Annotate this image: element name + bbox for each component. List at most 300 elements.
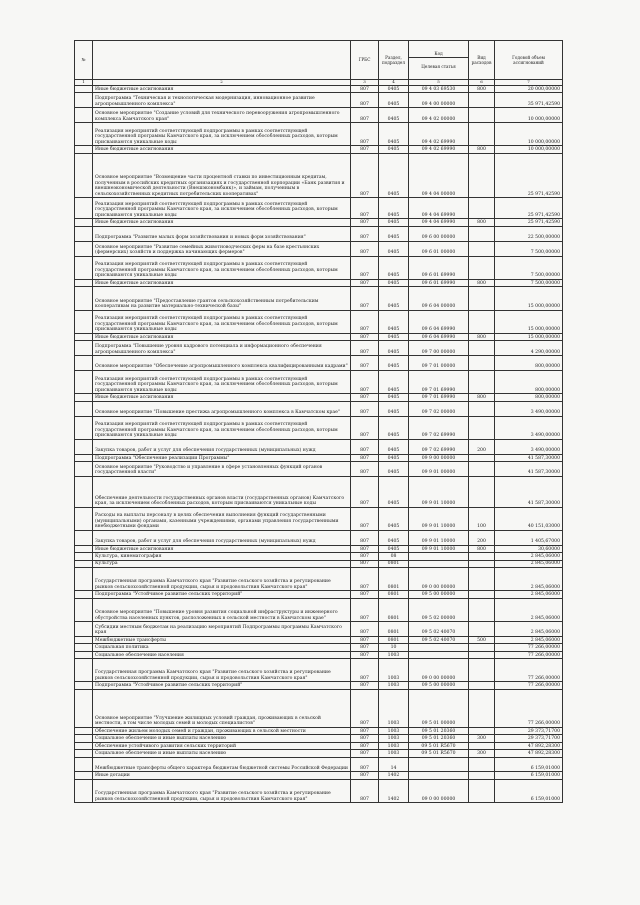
table-row	[75, 454, 563, 461]
row-cs-cell: 09 6 01 00000	[409, 241, 469, 256]
row-name-cell: Обеспечение жильем молодых семей и граждан, проживающих в сельской местности	[93, 727, 351, 734]
row-vr-cell: 800	[469, 146, 495, 153]
row-grbs-cell: 807	[351, 750, 379, 757]
row-num-cell	[75, 651, 93, 658]
row-num-cell	[75, 287, 93, 310]
row-num-cell	[75, 779, 93, 802]
row-name-cell: Социальное обеспечение и иные выплаты населению	[93, 735, 351, 742]
row-rz-cell: 0405	[379, 287, 409, 310]
row-num-cell	[75, 560, 93, 567]
row-name-cell: Межбюджетные трансферты общего характера бюджетам бюджетной системы Российской Федерации	[93, 757, 351, 772]
row-num-cell	[75, 622, 93, 637]
row-amount-cell: 35 971,42590	[495, 93, 563, 108]
row-vr-cell	[469, 287, 495, 310]
row-name-cell: Реализация мероприятий соответствующей подпрограммы в рамках соответствующей государственной программы Камчатского края, за исключением обособленных расходов, которым присваиваются уникальные коды	[93, 256, 351, 279]
row-num-cell	[75, 356, 93, 371]
row-amount-cell: 1 405,67000	[495, 530, 563, 545]
row-grbs-cell: 807	[351, 772, 379, 779]
table-row	[75, 622, 563, 637]
row-name-cell: Межбюджетные трансферты	[93, 636, 351, 643]
row-num-cell	[75, 401, 93, 416]
row-grbs-cell: 807	[351, 779, 379, 802]
row-name-cell: Государственная программа Камчатского края "Развитие сельского хозяйства и регулирование рынков сельскохозяйственной продукции, сырья и продовольствия Камчатского края"	[93, 567, 351, 590]
row-name-cell: Реализация мероприятий соответствующей подпрограммы в рамках соответствующей государственной программы Камчатского края, за исключением обособленных расходов, которым присваиваются уникальные коды	[93, 123, 351, 146]
table-row	[75, 567, 563, 590]
row-num-cell	[75, 198, 93, 219]
row-grbs-cell: 807	[351, 476, 379, 507]
row-cs-cell: 09 5 00 00000	[409, 591, 469, 598]
row-name-cell: Иные бюджетные ассигнования	[93, 394, 351, 401]
table-row	[75, 256, 563, 279]
row-rz-cell: 0405	[379, 454, 409, 461]
row-vr-cell	[469, 462, 495, 477]
row-amount-cell: 2 845,06000	[495, 567, 563, 590]
row-name-cell: Основное мероприятие "Создание условий для технического перевооружения агропромышленного комплекса Камчатского края"	[93, 108, 351, 123]
row-vr-cell	[469, 256, 495, 279]
row-vr-cell	[469, 727, 495, 734]
row-cs-cell: 09 5 01 20360	[409, 735, 469, 742]
row-grbs-cell: 807	[351, 241, 379, 256]
header-kod-group: Код	[409, 51, 468, 57]
row-name-cell: Реализация мероприятий соответствующей подпрограммы в рамках соответствующей государственной программы Камчатского края, за исключением обособленных расходов, которым присваиваются уникальные коды	[93, 198, 351, 219]
row-name-cell: Социальная политика	[93, 644, 351, 651]
row-rz-cell: 1003	[379, 659, 409, 682]
row-vr-cell	[469, 356, 495, 371]
row-grbs-cell: 807	[351, 394, 379, 401]
row-rz-cell: 0405	[379, 401, 409, 416]
row-amount-cell: 20 000,00000	[495, 86, 563, 93]
header-cs-label: Целевая статья	[421, 63, 456, 69]
row-rz-cell: 0405	[379, 530, 409, 545]
row-cs-cell: 09 7 01 69990	[409, 370, 469, 393]
row-amount-cell: 77 266,00000	[495, 644, 563, 651]
index-cell: 2	[93, 80, 351, 86]
row-cs-cell: 09 7 01 00000	[409, 356, 469, 371]
row-vr-cell	[469, 310, 495, 333]
row-num-cell	[75, 416, 93, 439]
row-amount-cell: 3 490,00000	[495, 439, 563, 454]
row-amount-cell: 800,00000	[495, 356, 563, 371]
row-rz-cell: 0405	[379, 476, 409, 507]
row-name-cell: Обеспечение деятельности государственных органов власти (государственных органов) Камчатского края, за исключением обособленных расходов, которым присваиваются уникальные коды	[93, 476, 351, 507]
table-row	[75, 779, 563, 802]
header-rz: Раздел, подраздел	[379, 41, 409, 80]
table-row	[75, 333, 563, 340]
row-cs-cell: 09 7 02 69990	[409, 439, 469, 454]
row-grbs-cell: 807	[351, 333, 379, 340]
table-row	[75, 146, 563, 153]
table-row	[75, 757, 563, 772]
row-name-cell: Закупка товаров, работ и услуг для обеспечения государственных (муниципальных) нужд	[93, 530, 351, 545]
row-name-cell: Реализация мероприятий соответствующей подпрограммы в рамках соответствующей государственной программы Камчатского края, за исключением обособленных расходов, которым присваиваются уникальные коды	[93, 370, 351, 393]
table-row	[75, 241, 563, 256]
row-vr-cell	[469, 198, 495, 219]
row-cs-cell: 09 9 01 10000	[409, 507, 469, 530]
row-name-cell: Основное мероприятие "Возмещение части процентной ставки по инвестиционным кредитам, полученным в российских кредитных организациях и государственной корпорации «Банк развития и внешнеэкономической деятельности (Внешэкономбанк)», и займам, полученным в сельскохозяйственных кредитных потребительских кооперативах"	[93, 153, 351, 198]
index-cell: 3	[351, 80, 379, 86]
row-name-cell: Иные бюджетные ассигнования	[93, 146, 351, 153]
row-rz-cell: 0405	[379, 545, 409, 552]
row-num-cell	[75, 219, 93, 226]
row-cs-cell: 09 9 01 10000	[409, 476, 469, 507]
row-name-cell: Государственная программа Камчатского края "Развитие сельского хозяйства и регулирование рынков сельскохозяйственной продукции, сырья и продовольствия Камчатского края"	[93, 659, 351, 682]
row-cs-cell: 09 5 01 R5670	[409, 742, 469, 749]
row-num-cell	[75, 757, 93, 772]
row-vr-cell	[469, 553, 495, 560]
row-amount-cell: 6 159,01000	[495, 757, 563, 772]
row-cs-cell: 09 4 04 00000	[409, 153, 469, 198]
row-num-cell	[75, 682, 93, 689]
row-num-cell	[75, 370, 93, 393]
row-cs-cell: 09 6 04 00000	[409, 287, 469, 310]
row-grbs-cell: 807	[351, 553, 379, 560]
row-cs-cell: 09 4 04 69990	[409, 198, 469, 219]
row-name-cell: Государственная программа Камчатского края "Развитие сельского хозяйства и регулирование рынков сельскохозяйственной продукции, сырья и продовольствия Камчатского края"	[93, 779, 351, 802]
table-row	[75, 108, 563, 123]
row-name-cell: Основное мероприятие "Повышение уровня развития социальной инфраструктуры и инженерного обустройства населенных пунктов, расположенных в сельской местности в Камчатском крае"	[93, 598, 351, 621]
row-grbs-cell: 807	[351, 598, 379, 621]
row-num-cell	[75, 545, 93, 552]
row-cs-cell	[409, 772, 469, 779]
row-num-cell	[75, 772, 93, 779]
row-name-cell: Иные бюджетные ассигнования	[93, 333, 351, 340]
row-num-cell	[75, 507, 93, 530]
table-row	[75, 462, 563, 477]
row-vr-cell	[469, 682, 495, 689]
row-num-cell	[75, 530, 93, 545]
row-num-cell	[75, 727, 93, 734]
row-amount-cell: 15 000,00000	[495, 287, 563, 310]
row-amount-cell: 77 266,00000	[495, 659, 563, 682]
row-amount-cell: 25 971,42590	[495, 219, 563, 226]
row-rz-cell: 0801	[379, 591, 409, 598]
row-rz-cell: 0405	[379, 146, 409, 153]
row-grbs-cell: 807	[351, 636, 379, 643]
row-vr-cell	[469, 226, 495, 241]
row-amount-cell: 29 373,71700	[495, 735, 563, 742]
row-cs-cell: 09 9 01 10000	[409, 530, 469, 545]
row-num-cell	[75, 93, 93, 108]
row-cs-cell: 09 9 01 00000	[409, 462, 469, 477]
row-grbs-cell: 807	[351, 401, 379, 416]
row-rz-cell: 1402	[379, 772, 409, 779]
row-cs-cell: 09 4 02 69990	[409, 146, 469, 153]
row-amount-cell: 7 500,00000	[495, 279, 563, 286]
row-rz-cell: 0405	[379, 394, 409, 401]
row-name-cell: Культура, кинематография	[93, 553, 351, 560]
row-vr-cell	[469, 370, 495, 393]
row-grbs-cell: 807	[351, 226, 379, 241]
row-vr-cell	[469, 651, 495, 658]
row-vr-cell: 800	[469, 219, 495, 226]
row-vr-cell: 800	[469, 545, 495, 552]
row-rz-cell: 0801	[379, 622, 409, 637]
table-row	[75, 560, 563, 567]
row-amount-cell: 7 500,00000	[495, 241, 563, 256]
row-num-cell	[75, 659, 93, 682]
row-rz-cell: 0405	[379, 439, 409, 454]
index-cell: 5	[409, 80, 469, 86]
row-amount-cell: 2 845,06000	[495, 553, 563, 560]
row-cs-cell: 09 6 01 69990	[409, 256, 469, 279]
row-vr-cell	[469, 108, 495, 123]
row-vr-cell	[469, 401, 495, 416]
row-cs-cell	[409, 553, 469, 560]
row-rz-cell: 0405	[379, 123, 409, 146]
row-vr-cell: 800	[469, 333, 495, 340]
row-grbs-cell: 807	[351, 560, 379, 567]
row-rz-cell: 0405	[379, 333, 409, 340]
row-cs-cell	[409, 651, 469, 658]
row-grbs-cell: 807	[351, 93, 379, 108]
row-cs-cell: 09 5 00 00000	[409, 682, 469, 689]
row-vr-cell	[469, 598, 495, 621]
header-grbs: ГРБС	[351, 41, 379, 80]
row-cs-cell: 09 5 02 00000	[409, 598, 469, 621]
table-row	[75, 287, 563, 310]
row-vr-cell: 200	[469, 439, 495, 454]
row-amount-cell: 10 000,00000	[495, 123, 563, 146]
row-num-cell	[75, 462, 93, 477]
row-cs-cell: 09 5 01 R5670	[409, 750, 469, 757]
table-row	[75, 644, 563, 651]
table-row	[75, 370, 563, 393]
row-grbs-cell: 807	[351, 742, 379, 749]
row-num-cell	[75, 241, 93, 256]
row-num-cell	[75, 153, 93, 198]
row-name-cell: Подпрограмма "Повышение уровня кадрового потенциала и информационного обеспечения агропромышленного комплекса"	[93, 341, 351, 356]
row-vr-cell	[469, 341, 495, 356]
table-row	[75, 636, 563, 643]
row-grbs-cell: 807	[351, 219, 379, 226]
row-rz-cell: 0405	[379, 108, 409, 123]
row-grbs-cell: 807	[351, 279, 379, 286]
row-rz-cell: 0405	[379, 219, 409, 226]
row-num-cell	[75, 333, 93, 340]
header-amount: Годовой объем ассигнований	[495, 41, 563, 80]
row-vr-cell	[469, 622, 495, 637]
row-rz-cell: 0405	[379, 256, 409, 279]
row-amount-cell: 77 266,00000	[495, 682, 563, 689]
table-row	[75, 93, 563, 108]
table-row	[75, 401, 563, 416]
index-cell: 1	[75, 80, 93, 86]
row-name-cell: Основное мероприятие "Развитие семейных животноводческих ферм на базе крестьянских (фермерских) хозяйств и поддержка начинающих фермеров"	[93, 241, 351, 256]
row-rz-cell: 0405	[379, 462, 409, 477]
row-name-cell: Иные бюджетные ассигнования	[93, 545, 351, 552]
row-vr-cell	[469, 591, 495, 598]
table-header-row	[75, 41, 563, 80]
row-rz-cell: 0405	[379, 93, 409, 108]
row-amount-cell: 3 490,00000	[495, 416, 563, 439]
row-vr-cell	[469, 560, 495, 567]
row-grbs-cell: 807	[351, 682, 379, 689]
row-name-cell: Подпрограмма "Техническая и технологическая модернизация, инновационное развитие агропромышленного комплекса"	[93, 93, 351, 108]
row-cs-cell: 09 0 00 00000	[409, 659, 469, 682]
row-grbs-cell: 807	[351, 356, 379, 371]
table-row	[75, 123, 563, 146]
row-name-cell: Подпрограмма "Развитие малых форм хозяйствования и новых форм хозяйствования"	[93, 226, 351, 241]
row-amount-cell: 29 373,71700	[495, 727, 563, 734]
row-amount-cell: 25 971,42590	[495, 153, 563, 198]
row-vr-cell	[469, 153, 495, 198]
row-grbs-cell: 807	[351, 146, 379, 153]
row-grbs-cell: 807	[351, 462, 379, 477]
row-grbs-cell: 807	[351, 86, 379, 93]
row-grbs-cell: 807	[351, 757, 379, 772]
row-vr-cell: 200	[469, 530, 495, 545]
row-name-cell: Реализация мероприятий соответствующей подпрограммы в рамках соответствующей государственной программы Камчатского края, за исключением обособленных расходов, которым присваиваются уникальные коды	[93, 310, 351, 333]
row-vr-cell	[469, 93, 495, 108]
row-name-cell: Реализация мероприятий соответствующей подпрограммы в рамках соответствующей государственной программы Камчатского края, за исключением обособленных расходов, которым присваиваются уникальные коды	[93, 416, 351, 439]
row-rz-cell: 1003	[379, 689, 409, 727]
row-vr-cell	[469, 567, 495, 590]
table-row	[75, 226, 563, 241]
table-row	[75, 742, 563, 749]
row-vr-cell	[469, 476, 495, 507]
row-name-cell: Основное мероприятие "Повышение престижа агропромышленного комплекса в Камчатском крае"	[93, 401, 351, 416]
header-vr: Вид расходов	[469, 41, 495, 80]
row-name-cell: Подпрограмма "Обеспечение реализации Программы"	[93, 454, 351, 461]
row-rz-cell: 1003	[379, 735, 409, 742]
row-amount-cell: 800,00000	[495, 370, 563, 393]
row-amount-cell: 2 845,06000	[495, 598, 563, 621]
index-cell: 4	[379, 80, 409, 86]
row-grbs-cell: 807	[351, 341, 379, 356]
row-name-cell: Иные бюджетные ассигнования	[93, 279, 351, 286]
row-amount-cell: 2 845,06000	[495, 560, 563, 567]
row-rz-cell: 1003	[379, 742, 409, 749]
row-cs-cell	[409, 644, 469, 651]
row-name-cell: Иные бюджетные ассигнования	[93, 219, 351, 226]
row-num-cell	[75, 553, 93, 560]
row-cs-cell: 09 6 04 69990	[409, 310, 469, 333]
row-rz-cell: 0405	[379, 416, 409, 439]
row-num-cell	[75, 310, 93, 333]
row-amount-cell: 77 266,00000	[495, 689, 563, 727]
row-cs-cell	[409, 560, 469, 567]
row-num-cell	[75, 123, 93, 146]
row-name-cell: Иные бюджетные ассигнования	[93, 86, 351, 93]
row-grbs-cell: 807	[351, 545, 379, 552]
row-rz-cell: 0405	[379, 370, 409, 393]
row-name-cell: Иные дотации	[93, 772, 351, 779]
row-amount-cell: 10 000,00000	[495, 146, 563, 153]
row-grbs-cell: 807	[351, 622, 379, 637]
row-num-cell	[75, 108, 93, 123]
row-vr-cell	[469, 772, 495, 779]
row-amount-cell: 47 892,28300	[495, 742, 563, 749]
row-num-cell	[75, 256, 93, 279]
index-cell: 7	[495, 80, 563, 86]
row-cs-cell: 09 5 01 00000	[409, 689, 469, 727]
row-vr-cell	[469, 659, 495, 682]
table-row	[75, 689, 563, 727]
row-vr-cell: 800	[469, 86, 495, 93]
row-amount-cell: 2 845,06000	[495, 622, 563, 637]
row-vr-cell: 800	[469, 279, 495, 286]
table-row	[75, 279, 563, 286]
row-rz-cell: 1003	[379, 651, 409, 658]
row-grbs-cell: 807	[351, 439, 379, 454]
row-grbs-cell: 807	[351, 287, 379, 310]
row-vr-cell	[469, 689, 495, 727]
row-rz-cell: 0801	[379, 598, 409, 621]
row-vr-cell	[469, 742, 495, 749]
table-row	[75, 659, 563, 682]
row-amount-cell: 2 845,06000	[495, 636, 563, 643]
row-vr-cell: 300	[469, 750, 495, 757]
table-row	[75, 507, 563, 530]
row-name-cell: Расходы на выплаты персоналу в целях обеспечения выполнения функций государственными (муниципальными) органами, казенными учреждениями, органами управления государственными внебюджетными фондами	[93, 507, 351, 530]
table-row	[75, 598, 563, 621]
row-amount-cell: 2 845,06000	[495, 591, 563, 598]
row-name-cell: Закупка товаров, работ и услуг для обеспечения государственных (муниципальных) нужд	[93, 439, 351, 454]
row-rz-cell: 0405	[379, 310, 409, 333]
row-amount-cell: 10 000,00000	[495, 108, 563, 123]
row-rz-cell: 1003	[379, 682, 409, 689]
row-name-cell: Подпрограмма "Устойчивое развитие сельских территорий"	[93, 682, 351, 689]
row-num-cell	[75, 341, 93, 356]
row-vr-cell	[469, 241, 495, 256]
header-name	[93, 41, 351, 80]
row-grbs-cell: 807	[351, 651, 379, 658]
row-grbs-cell: 807	[351, 153, 379, 198]
row-num-cell	[75, 750, 93, 757]
row-cs-cell: 09 4 03 69530	[409, 86, 469, 93]
row-name-cell: Субсидии местным бюджетам на реализацию мероприятий Подпрограммы программы Камчатского края	[93, 622, 351, 637]
row-cs-cell: 09 6 01 69990	[409, 279, 469, 286]
row-num-cell	[75, 476, 93, 507]
row-rz-cell: 1402	[379, 779, 409, 802]
row-grbs-cell: 807	[351, 567, 379, 590]
row-num-cell	[75, 394, 93, 401]
row-num-cell	[75, 689, 93, 727]
row-rz-cell: 0405	[379, 341, 409, 356]
row-cs-cell: 09 6 00 00000	[409, 226, 469, 241]
table-row	[75, 310, 563, 333]
row-amount-cell: 800,00000	[495, 394, 563, 401]
table-row	[75, 545, 563, 552]
row-rz-cell: 0405	[379, 356, 409, 371]
row-rz-cell: 1003	[379, 727, 409, 734]
row-grbs-cell: 807	[351, 507, 379, 530]
row-grbs-cell: 807	[351, 108, 379, 123]
row-rz-cell: 0405	[379, 198, 409, 219]
row-grbs-cell: 807	[351, 454, 379, 461]
row-cs-cell: 09 5 01 20360	[409, 727, 469, 734]
row-num-cell	[75, 735, 93, 742]
row-cs-cell: 09 5 02 40070	[409, 622, 469, 637]
row-rz-cell: 10	[379, 644, 409, 651]
budget-table	[74, 40, 563, 803]
row-rz-cell: 1003	[379, 750, 409, 757]
row-vr-cell	[469, 757, 495, 772]
row-name-cell: Социальное обеспечение населения	[93, 651, 351, 658]
row-amount-cell: 40 151,03000	[495, 507, 563, 530]
row-grbs-cell: 807	[351, 530, 379, 545]
table-row	[75, 727, 563, 734]
row-grbs-cell: 807	[351, 591, 379, 598]
row-rz-cell: 0801	[379, 560, 409, 567]
table-row	[75, 772, 563, 779]
row-rz-cell: 14	[379, 757, 409, 772]
row-amount-cell: 7 500,00000	[495, 256, 563, 279]
table-row	[75, 198, 563, 219]
row-grbs-cell: 807	[351, 644, 379, 651]
row-amount-cell: 25 971,42590	[495, 198, 563, 219]
row-grbs-cell: 807	[351, 198, 379, 219]
